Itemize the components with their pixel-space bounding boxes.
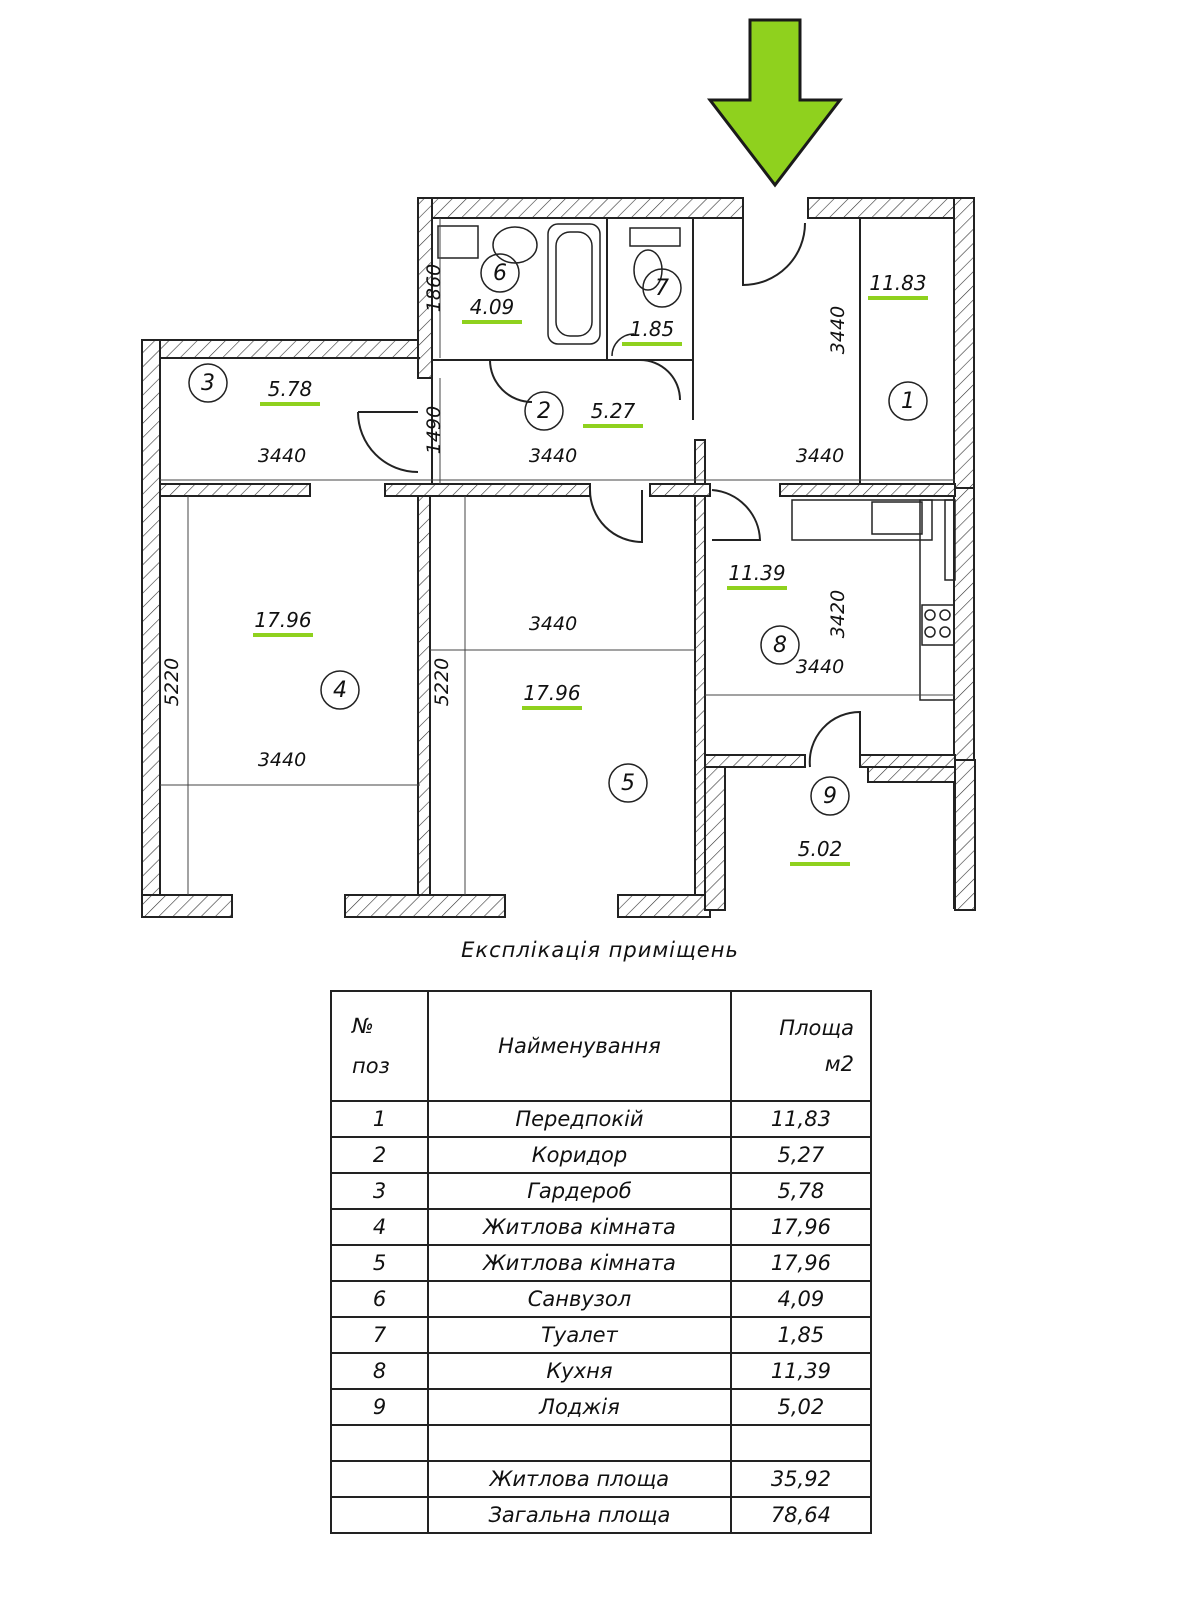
- dimension-label: 3440: [827, 305, 849, 355]
- table-row: [331, 1389, 871, 1425]
- room-number: 8: [773, 633, 787, 658]
- total-row-overall: [331, 1497, 871, 1533]
- dimension-label: 3440: [257, 445, 307, 467]
- row-name: [428, 1425, 731, 1461]
- row-num: [331, 1425, 428, 1461]
- sink-icon: [493, 227, 537, 263]
- room-area: 11.39: [728, 561, 786, 585]
- dimension-label: 1490: [423, 405, 445, 455]
- row-num: 1: [331, 1101, 428, 1137]
- row-name: Коридор: [428, 1137, 731, 1173]
- row-num: 3: [331, 1173, 428, 1209]
- room-number: 4: [333, 678, 347, 703]
- walls: [142, 198, 975, 917]
- room-number: 7: [655, 276, 669, 301]
- room-area: 4.09: [469, 295, 515, 319]
- table-row: [331, 1281, 871, 1317]
- row-num: 2: [331, 1137, 428, 1173]
- row-num: 8: [331, 1353, 428, 1389]
- row-area: 4,09: [731, 1281, 871, 1317]
- table-row: [331, 1245, 871, 1281]
- row-name: Санвузол: [428, 1281, 731, 1317]
- row-area: 1,85: [731, 1317, 871, 1353]
- total-area: 78,64: [731, 1497, 871, 1533]
- row-name: Передпокій: [428, 1101, 731, 1137]
- dimension-label: 3440: [528, 613, 578, 635]
- table-row: [331, 1209, 871, 1245]
- row-area: 5,78: [731, 1173, 871, 1209]
- dimension-label: 5220: [431, 657, 453, 707]
- room-number: 6: [493, 261, 507, 286]
- room-area: 5.02: [797, 837, 843, 861]
- table-row-empty: [331, 1425, 871, 1461]
- row-area: 17,96: [731, 1245, 871, 1281]
- kitchen-sink-icon: [872, 502, 922, 534]
- entrance-arrow-icon: [710, 20, 840, 185]
- row-area: 17,96: [731, 1209, 871, 1245]
- row-num: 4: [331, 1209, 428, 1245]
- row-area: 5,02: [731, 1389, 871, 1425]
- header-area: Площа м2: [731, 991, 871, 1101]
- row-name: Туалет: [428, 1317, 731, 1353]
- row-num: 9: [331, 1389, 428, 1425]
- header-num: № поз: [331, 991, 428, 1101]
- row-name: Житлова кімната: [428, 1245, 731, 1281]
- row-area: [731, 1425, 871, 1461]
- dimension-label: 1860: [423, 263, 445, 313]
- row-num: 5: [331, 1245, 428, 1281]
- room-area: 17.96: [523, 681, 581, 705]
- dimension-label: 5220: [161, 657, 183, 707]
- total-name: Загальна площа: [428, 1497, 731, 1533]
- room-number: 3: [201, 371, 215, 396]
- row-name: Гардероб: [428, 1173, 731, 1209]
- row-name: Житлова кімната: [428, 1209, 731, 1245]
- room-number: 9: [823, 784, 837, 809]
- dimension-label: 3440: [795, 656, 845, 678]
- table-row: [331, 1317, 871, 1353]
- room-area: 1.85: [629, 317, 675, 341]
- row-area: 5,27: [731, 1137, 871, 1173]
- row-name: Лоджія: [428, 1389, 731, 1425]
- explication-table: [330, 990, 872, 1534]
- dimension-label: 3440: [528, 445, 578, 467]
- table-row: [331, 1173, 871, 1209]
- room-area: 5.78: [267, 377, 313, 401]
- total-row-living: [331, 1461, 871, 1497]
- table-header-row: [331, 991, 871, 1101]
- row-num: 7: [331, 1317, 428, 1353]
- row-num: 6: [331, 1281, 428, 1317]
- total-area: 35,92: [731, 1461, 871, 1497]
- explication-caption: Експлікація приміщень: [461, 938, 739, 962]
- room-area: 17.96: [254, 608, 312, 632]
- row-area: 11,39: [731, 1353, 871, 1389]
- row-name: Кухня: [428, 1353, 731, 1389]
- table-row: [331, 1137, 871, 1173]
- table-row: [331, 1101, 871, 1137]
- dimension-label: 3420: [827, 589, 849, 639]
- washer-icon: [438, 226, 478, 258]
- dimension-label: 3440: [257, 749, 307, 771]
- row-area: 11,83: [731, 1101, 871, 1137]
- room-area: 5.27: [590, 399, 636, 423]
- header-name: Найменування: [428, 991, 731, 1101]
- room-number: 1: [901, 389, 915, 414]
- table-row: [331, 1353, 871, 1389]
- dimension-label: 3440: [795, 445, 845, 467]
- total-name: Житлова площа: [428, 1461, 731, 1497]
- room-number: 5: [621, 771, 635, 796]
- room-number: 2: [537, 399, 551, 424]
- room-area: 11.83: [869, 271, 927, 295]
